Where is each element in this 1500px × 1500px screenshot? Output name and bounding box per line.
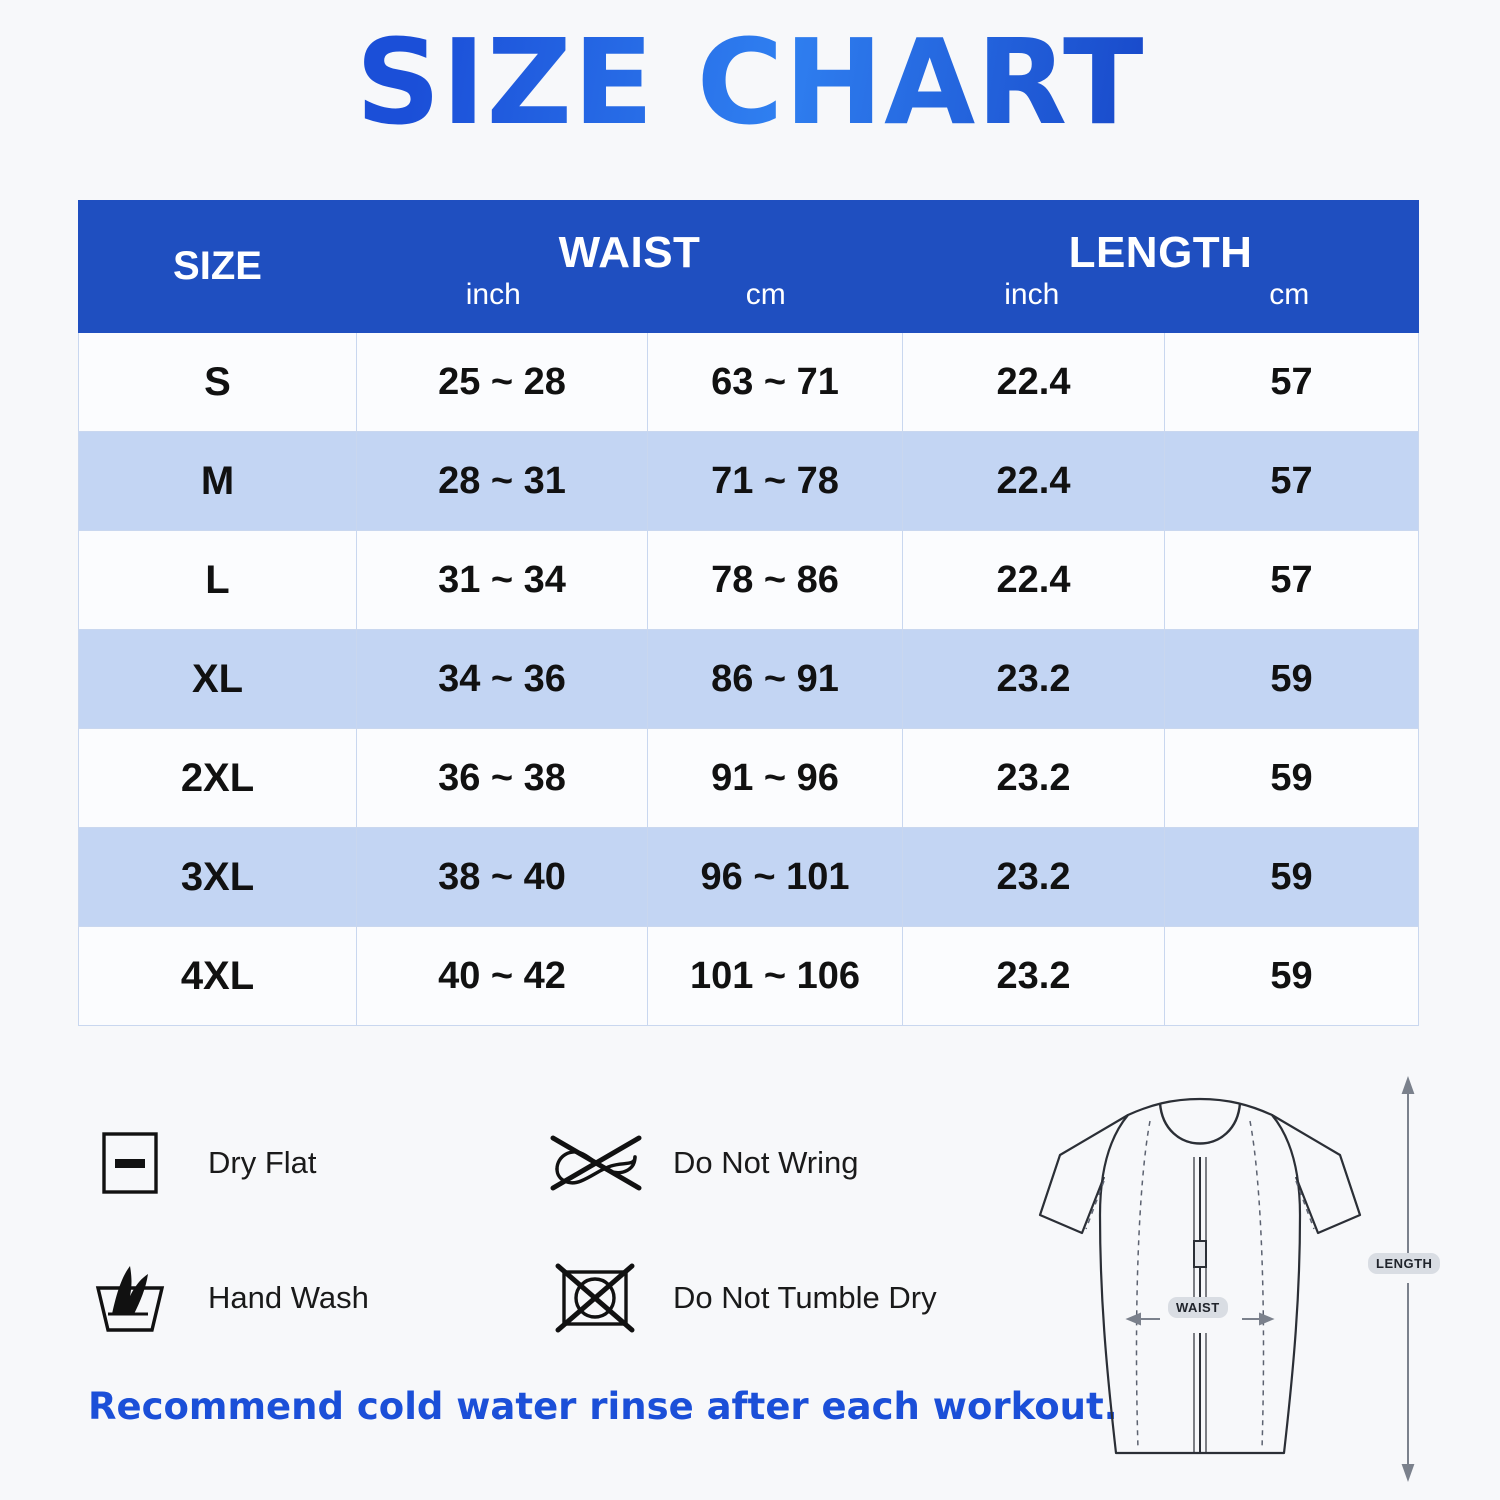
cell-size: M (79, 432, 357, 531)
cell-length-inch: 23.2 (903, 828, 1165, 927)
cell-waist-cm: 63 ~ 71 (648, 333, 903, 432)
care-instructions (78, 1095, 1008, 1365)
table-header (79, 201, 1419, 333)
cell-length-cm: 59 (1165, 927, 1419, 1026)
cell-length-inch: 23.2 (903, 630, 1165, 729)
table-row (79, 531, 1419, 630)
column-header-size: SIZE (79, 201, 357, 333)
cell-length-inch: 22.4 (903, 531, 1165, 630)
cell-size: L (79, 531, 357, 630)
column-header-waist-inch: inch (465, 277, 521, 311)
cell-waist-cm: 86 ~ 91 (648, 630, 903, 729)
cell-length-inch: 23.2 (903, 927, 1165, 1026)
cell-length-cm: 57 (1165, 432, 1419, 531)
care-item-do-not-wring (543, 1111, 1008, 1215)
care-item-dry-flat (78, 1111, 543, 1215)
do-not-wring-icon (543, 1111, 647, 1215)
dry-flat-icon (78, 1111, 182, 1215)
cell-waist-cm: 96 ~ 101 (648, 828, 903, 927)
cell-waist-cm: 78 ~ 86 (648, 531, 903, 630)
column-header-waist (357, 201, 903, 333)
recommendation-text: Recommend cold water rinse after each workout. (88, 1385, 1118, 1428)
care-label: Dry Flat (208, 1144, 317, 1180)
size-chart-table (78, 200, 1419, 1026)
waist-measure-tag: WAIST (1168, 1297, 1228, 1318)
cell-waist-inch: 36 ~ 38 (357, 729, 648, 828)
cell-waist-inch: 31 ~ 34 (357, 531, 648, 630)
cell-size: XL (79, 630, 357, 729)
table-row (79, 828, 1419, 927)
cell-length-cm: 59 (1165, 729, 1419, 828)
care-label: Hand Wash (208, 1279, 369, 1315)
cell-waist-cm: 91 ~ 96 (648, 729, 903, 828)
care-item-hand-wash (78, 1246, 543, 1350)
cell-size: 3XL (79, 828, 357, 927)
page-title: SIZE CHART (0, 18, 1500, 148)
cell-length-inch: 22.4 (903, 333, 1165, 432)
cell-waist-cm: 101 ~ 106 (648, 927, 903, 1026)
cell-length-cm: 57 (1165, 531, 1419, 630)
size-chart-table-wrapper (78, 200, 1418, 1026)
garment-diagram (1000, 1065, 1460, 1485)
column-header-length-cm: cm (1269, 277, 1310, 311)
cell-length-inch: 22.4 (903, 432, 1165, 531)
cell-length-cm: 57 (1165, 333, 1419, 432)
cell-size: S (79, 333, 357, 432)
cell-waist-inch: 28 ~ 31 (357, 432, 648, 531)
cell-waist-inch: 34 ~ 36 (357, 630, 648, 729)
cell-waist-inch: 40 ~ 42 (357, 927, 648, 1026)
table-row (79, 432, 1419, 531)
cell-waist-cm: 71 ~ 78 (648, 432, 903, 531)
cell-size: 4XL (79, 927, 357, 1026)
short-sleeve-zip-shaper-icon (1000, 1065, 1460, 1485)
cell-waist-inch: 25 ~ 28 (357, 333, 648, 432)
cell-length-cm: 59 (1165, 828, 1419, 927)
column-header-waist-cm: cm (745, 277, 786, 311)
column-header-length (903, 201, 1419, 333)
cell-length-inch: 23.2 (903, 729, 1165, 828)
care-row (78, 1230, 1008, 1365)
care-label: Do Not Wring (673, 1144, 859, 1180)
cell-size: 2XL (79, 729, 357, 828)
care-label: Do Not Tumble Dry (673, 1279, 937, 1315)
do-not-tumble-dry-icon (543, 1246, 647, 1350)
table-row (79, 729, 1419, 828)
care-item-do-not-tumble-dry (543, 1246, 1008, 1350)
table-row (79, 927, 1419, 1026)
table-row (79, 333, 1419, 432)
care-row (78, 1095, 1008, 1230)
table-row (79, 630, 1419, 729)
column-header-length-inch: inch (1004, 277, 1060, 311)
column-header-waist-label: WAIST (558, 227, 701, 277)
cell-length-cm: 59 (1165, 630, 1419, 729)
cell-waist-inch: 38 ~ 40 (357, 828, 648, 927)
length-measure-tag: LENGTH (1368, 1253, 1440, 1274)
hand-wash-icon (78, 1246, 182, 1350)
column-header-length-label: LENGTH (1068, 227, 1253, 277)
table-body (79, 333, 1419, 1026)
